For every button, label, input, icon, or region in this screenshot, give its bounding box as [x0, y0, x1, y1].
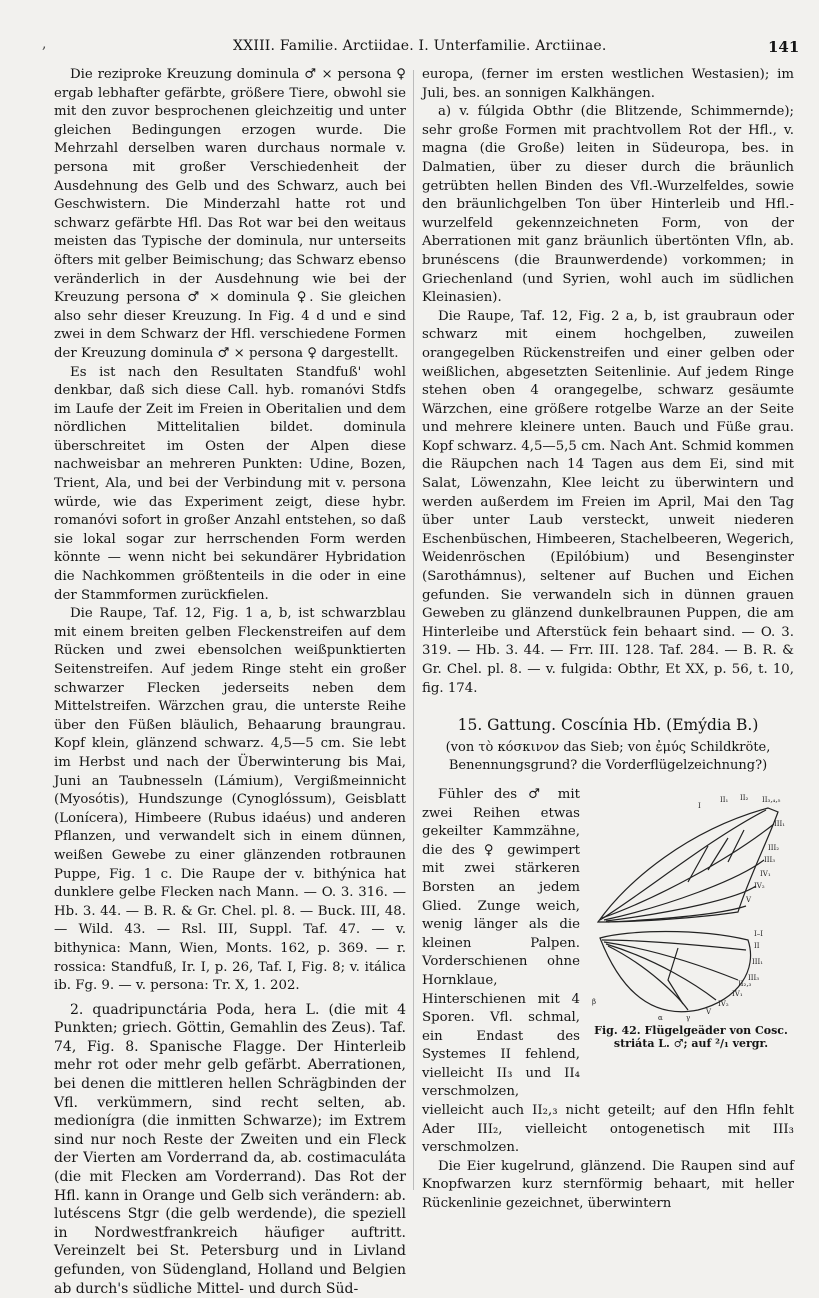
- running-title: XXIII. Familie. Arctiidae. I. Unterfamilie. Arctiinae.: [233, 38, 607, 54]
- vein-label: V: [706, 1007, 712, 1016]
- vein-label: III₁: [752, 957, 764, 966]
- vein-label: III₃: [748, 973, 760, 982]
- vein-label: β: [592, 997, 597, 1006]
- vein-label: IV₁: [732, 989, 743, 998]
- vein-label: II₂: [740, 793, 749, 802]
- left-column: [54, 66, 406, 1298]
- vein-label: IV₁: [760, 869, 771, 878]
- paragraph: a) v. fúlgida Obthr (die Blitzende, Schimmernde); sehr große Formen mit prachtvollem Rot der Hfl., v. magna (die Große) leiten in Südeuropa, bes. in Dalmatien, über zu dieser durch die bräunlich getrübten hellen Binden des Vfl.-Wurzelfeldes, sowie den bräunlichgelben Ton über Hinterleib und Hfl.-wurzelfeld gekennzeichneten Form, von der Aberrationen mit ganz bräunlich übertönten Vfln, ab. brunéscens (die Braunwerdende) vorkommen; in Griechenland (und Syrien, wohl auch im südlichen Kleinasien).: [422, 104, 794, 306]
- vein-label: γ: [686, 1013, 691, 1022]
- column-divider: [413, 70, 414, 1190]
- paragraph: Die Eier kugelrund, glänzend. Die Raupen sind auf Knopfwarzen kurz sternförmig behaart, mit heller Rückenlinie gezeichnet, überwintern: [422, 1158, 794, 1212]
- right-column: [422, 66, 794, 1214]
- wing-venation-figure: [588, 790, 794, 1080]
- vein-label: α: [658, 1013, 663, 1022]
- genus-heading: 15. Gattung. Coscínia Hb. (Emýdia B.): [457, 716, 759, 735]
- page-header: [0, 34, 819, 58]
- paragraph: Fühler des ♂ mit zwei Reihen etwas gekeilter Kammzähne, die des ♀ gewimpert mit zwei stärkeren Borsten an jedem Glied. Zunge weich, wenig länger als die kleinen Palpen. Vorderschienen ohne Hornklaue, Hinterschienen mit 4 Sporen. Vfl. schmal, ein Endast des Systemes II fehlend, vielleicht II₃ und II₄ verschmolzen, vielleicht auch II₂,₃ nicht geteilt; auf den Hfln fehlt Ader III₂, vielleicht ontogenetisch mit III₃ verschmolzen.: [422, 786, 794, 1156]
- vein-label: I–I: [754, 929, 764, 938]
- genus-etymology: (von τὸ κόσκινον das Sieb; von ἐμύς Schildkröte, Benennungsgrund? die Vorderflügelzeichnung?): [445, 739, 771, 774]
- vein-label: III₁: [774, 819, 786, 828]
- vein-label: II₃,₄,₅: [762, 795, 781, 804]
- figure-caption: Fig. 42. Flügelgeäder von Cosc. striáta L. ♂; auf ²/₁ vergr.: [594, 1023, 788, 1050]
- vein-label: II₂,₃: [738, 979, 752, 988]
- paragraph: Es ist nach den Resultaten Standfuß' wohl denkbar, daß sich diese Call. hyb. romanóvi Stdfs im Laufe der Zeit im Freien in Oberitalien und dem nördlichen Mittelitalien bildet. dominula überschreitet im Osten der Alpen diese nachweisbar an mehreren Punkten: Udine, Bozen, Trient, Ala, und bei der Verbindung mit v. persona würde, wie das Experiment zeigt, diese hybr. romanóvi sofort in großer Anzahl entstehen, so daß sie lokal sogar zur herrschenden Form werden könnte — wenn nicht bei sekundärer Hybridation die Nachkommen größtenteils in die oder in eine der Stammformen zurückfielen.: [54, 364, 406, 603]
- vein-label: V: [746, 895, 752, 904]
- paragraph: europa, (ferner im ersten westlichen Westasien); im Juli, bes. an sonnigen Kalkhängen.: [422, 67, 794, 101]
- paragraph: Die Raupe, Taf. 12, Fig. 1 a, b, ist schwarzblau mit einem breiten gelben Fleckenstreifen auf dem Rücken und zwei ebensolchen weißpunktierten Seitenstreifen. Auf jedem Ringe steht ein großer schwarzer Flecken jederseits neben dem Mittelstreifen. Wärzchen grau, die unterste Reihe über den Füßen bläulich, Behaarung braungrau. Kopf klein, glänzend schwarz. 4,5—5 cm. Sie lebt im Herbst und nach der Überwinterung bis Mai, Juni an Taubnesseln (Lámium), Vergißmeinnicht (Myosótis), Hundszunge (Cynoglóssum), Geisblatt (Lonícera), Himbeere (Rubus idaéus) und anderen Pflanzen, und verwandelt sich in einem dünnen, weißen Gewebe zu einer glänzenden rotbraunen Puppe, Fig. 1 c. Die Raupe der v. bithýnica hat dunklere gelbe Flecken nach Mann. — O. 3. 316. — Hb. 3. 44. — B. R. & Gr. Chel. pl. 8. — Buck. III, 48. — Wild. 43. — Rsl. III, Suppl. Taf. 47. — v. bithynica: Mann, Wien, Monts. 162, p. 369. — r. rossica: Standfuß, Ir. I, p. 26, Taf. I, Fig. 8; v. itálica ib. Fg. 9. — v. persona: Tr. X, 1. 202.: [54, 606, 406, 994]
- vein-label: IV₂: [718, 999, 729, 1008]
- vein-label: III₃: [764, 855, 776, 864]
- vein-label: II₁: [720, 795, 729, 804]
- vein-label: II: [754, 941, 760, 950]
- vein-label: IV₂: [754, 881, 765, 890]
- paragraph: Die Raupe, Taf. 12, Fig. 2 a, b, ist graubraun oder schwarz mit einem hochgelben, zuweilen orangegelben Rückenstreifen und einer gelben oder weißlichen, abgesetzten Seitenlinie. Auf jedem Ringe stehen oben 4 orangegelbe, schwarz gesäumte Wärzchen, eine größere rotgelbe Warze an der Seite und mehrere kleinere unten. Bauch und Füße grau. Kopf schwarz. 4,5—5,5 cm. Nach Ant. Schmid kommen die Räupchen nach 14 Tagen aus dem Ei, sind mit Salat, Löwenzahn, Klee leicht zu überwintern und werden außerdem im Freien im April, Mai den Tag über unter Laub versteckt, unweit niederen Eschenbüschen, Himbeeren, Stachelbeeren, Wegerich, Weidenröschen (Epilóbium) und Besenginster (Sarothámnus), seltener auf Buchen und Eichen gefunden. Sie verwandeln sich in dünnen grauen Geweben zu glänzend dunkelbraunen Puppen, die am Hinterleibe und Afterstück fein behaart sind. — O. 3. 319. — Hb. 3. 44. — Frr. III. 128. Taf. 284. — B. R. & Gr. Chel. pl. 8. — v. fulgida: Obthr, Et XX, p. 56, t. 10, fig. 174.: [422, 308, 794, 696]
- vein-label: III₂: [768, 843, 780, 852]
- page-number: 141: [768, 38, 800, 56]
- vein-label: I: [698, 801, 701, 810]
- species-entry: 2. quadripunctária Poda, hera L. (die mit 4 Punkten; griech. Göttin, Gemahlin des Zeus). Taf. 74, Fig. 8. Spanische Flagge. Der Hinterleib mehr rot oder mehr gelb gefärbt. Aberrationen, bei denen die mittleren hellen Schrägbinden der Vfl. verkümmern, sind recht selten, ab. medionígra (die inmitten Schwarze); im Extrem sind nur noch Reste der Zweiten und ein Fleck der Vierten am Vorderrand da, ab. costimaculáta (die mit Flecken am Vorderrand). Das Rot der Hfl. kann in Orange und Gelb sich verändern: ab. lutéscens Stgr (die gelb werdende), die speziell in Nordwestfrankreich häufiger auftritt. Vereinzelt bei St. Petersburg und in Livland gefunden, von Südengland, Holland und Belgien ab durch's südliche Mittel- und durch Süd-: [54, 1001, 406, 1297]
- wing-venation-diagram: [588, 790, 794, 1022]
- header-mark: ,: [42, 36, 47, 52]
- paragraph: Die reziproke Kreuzung dominula ♂ × persona ♀ ergab lebhafter gefärbte, größere Tiere, obwohl sie mit den zuvor besprochenen gleichzeitig und unter gleichen Bedingungen erzogen wurde. Die Mehrzahl derselben waren durchaus normale v. persona mit großer Verschiedenheit der Ausdehnung des Gelb und des Schwarz, auch bei Geschwistern. Die Minderzahl hatte rot und schwarz gefärbte Hfl. Das Rot war bei den weitaus meisten das Typische der dominula, nur unterseits öfters mit gelber Beimischung; das Schwarz ebenso veränderlich in der Ausdehnung wie bei der Kreuzung persona ♂ × dominula ♀. Sie gleichen also sehr dieser Kreuzung. In Fig. 4 d und e sind zwei in dem Schwarz der Hfl. verschiedene Formen der Kreuzung dominula ♂ × persona ♀ dargestellt.: [54, 67, 406, 361]
